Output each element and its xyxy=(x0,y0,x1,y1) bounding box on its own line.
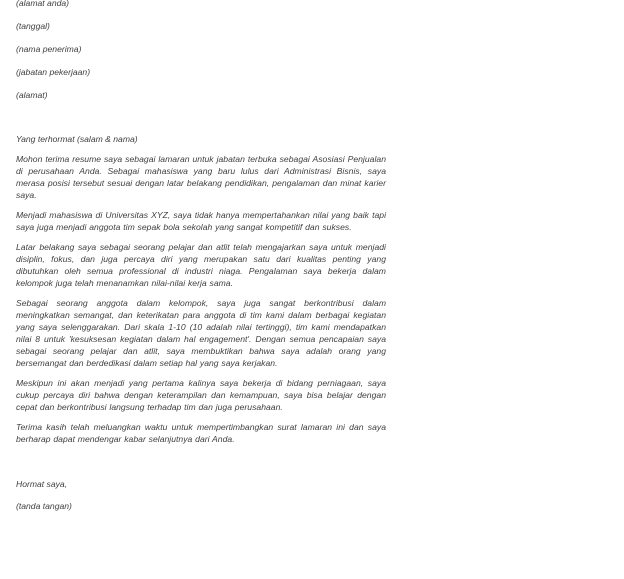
header-spacer xyxy=(16,112,386,133)
letter-date: (tanggal) xyxy=(16,21,50,31)
sender-address: (alamat anda) xyxy=(16,0,70,8)
closing-spacer xyxy=(16,453,386,478)
paragraph-thanks: Terima kasih telah meluangkan waktu untuk mempertimbangkan surat lamaran ini dan saya berharap dapat mendengar kabar selanjutnya dari Anda. xyxy=(16,422,386,444)
salutation: Yang terhormat (salam & nama) xyxy=(16,134,138,144)
signature-placeholder: (tanda tangan) xyxy=(16,501,72,511)
paragraph-confidence: Meskipun ini akan menjadi yang pertama kalinya saya bekerja di bidang perniagaan, saya cukup percaya diri bahwa dengan keterampilan dan kemampuan, saya bisa belajar dengan cepat dan berkontribusi langsung terhadap tim dan juga perusahaan. xyxy=(16,378,386,412)
recipient-name: (nama penerima) xyxy=(16,44,82,54)
recipient-address: (alamat) xyxy=(16,90,48,100)
paragraph-teamwork: Sebagai seorang anggota dalam kelompok, saya juga sangat berkontribusi dalam meningkatkan semangat, dan keterikatan para anggota di tim kami dalam berbagai kegiatan yang saya selenggarakan. Dari skala 1-10 (10 adalah nilai tertinggi), tim kami mendapatkan nilai 8 untuk 'kesuksesan kegiatan dalam hal engagement'. Dengan semua pencapaian saya sebagai seorang pelajar dan atlit, saya membuktikan bahwa saya adalah orang yang bersemangat dan berdedikasi dalam setiap hal yang saya kerjakan. xyxy=(16,298,386,368)
paragraph-university: Menjadi mahasiswa di Universitas XYZ, saya tidak hanya mempertahankan nilai yang baik tapi saya juga menjadi anggota tim sepak bola sekolah yang sangat kompetitif dan sukses. xyxy=(16,210,386,232)
paragraph-intro: Mohon terima resume saya sebagai lamaran untuk jabatan terbuka sebagai Asosiasi Penjualan di perusahaan Anda. Sebagai mahasiswa yang baru lulus dari Administrasi Bisnis, saya merasa posisi tersebut sesuai dengan latar belakang pendidikan, pengalaman dan minat karier saya. xyxy=(16,154,386,200)
cover-letter xyxy=(16,0,386,522)
paragraph-background: Latar belakang saya sebagai seorang pelajar dan atlit telah mengajarkan saya untuk menjadi disiplin, fokus, dan juga percaya diri yang merupakan satu dari kualitas penting yang dibutuhkan oleh semua professional di industri niaga. Pengalaman saya bekerja dalam kelompok juga telah menanamkan nilai-nilai kerja sama. xyxy=(16,242,386,288)
recipient-job-title: (jabatan pekerjaan) xyxy=(16,67,91,77)
closing: Hormat saya, xyxy=(16,479,68,489)
